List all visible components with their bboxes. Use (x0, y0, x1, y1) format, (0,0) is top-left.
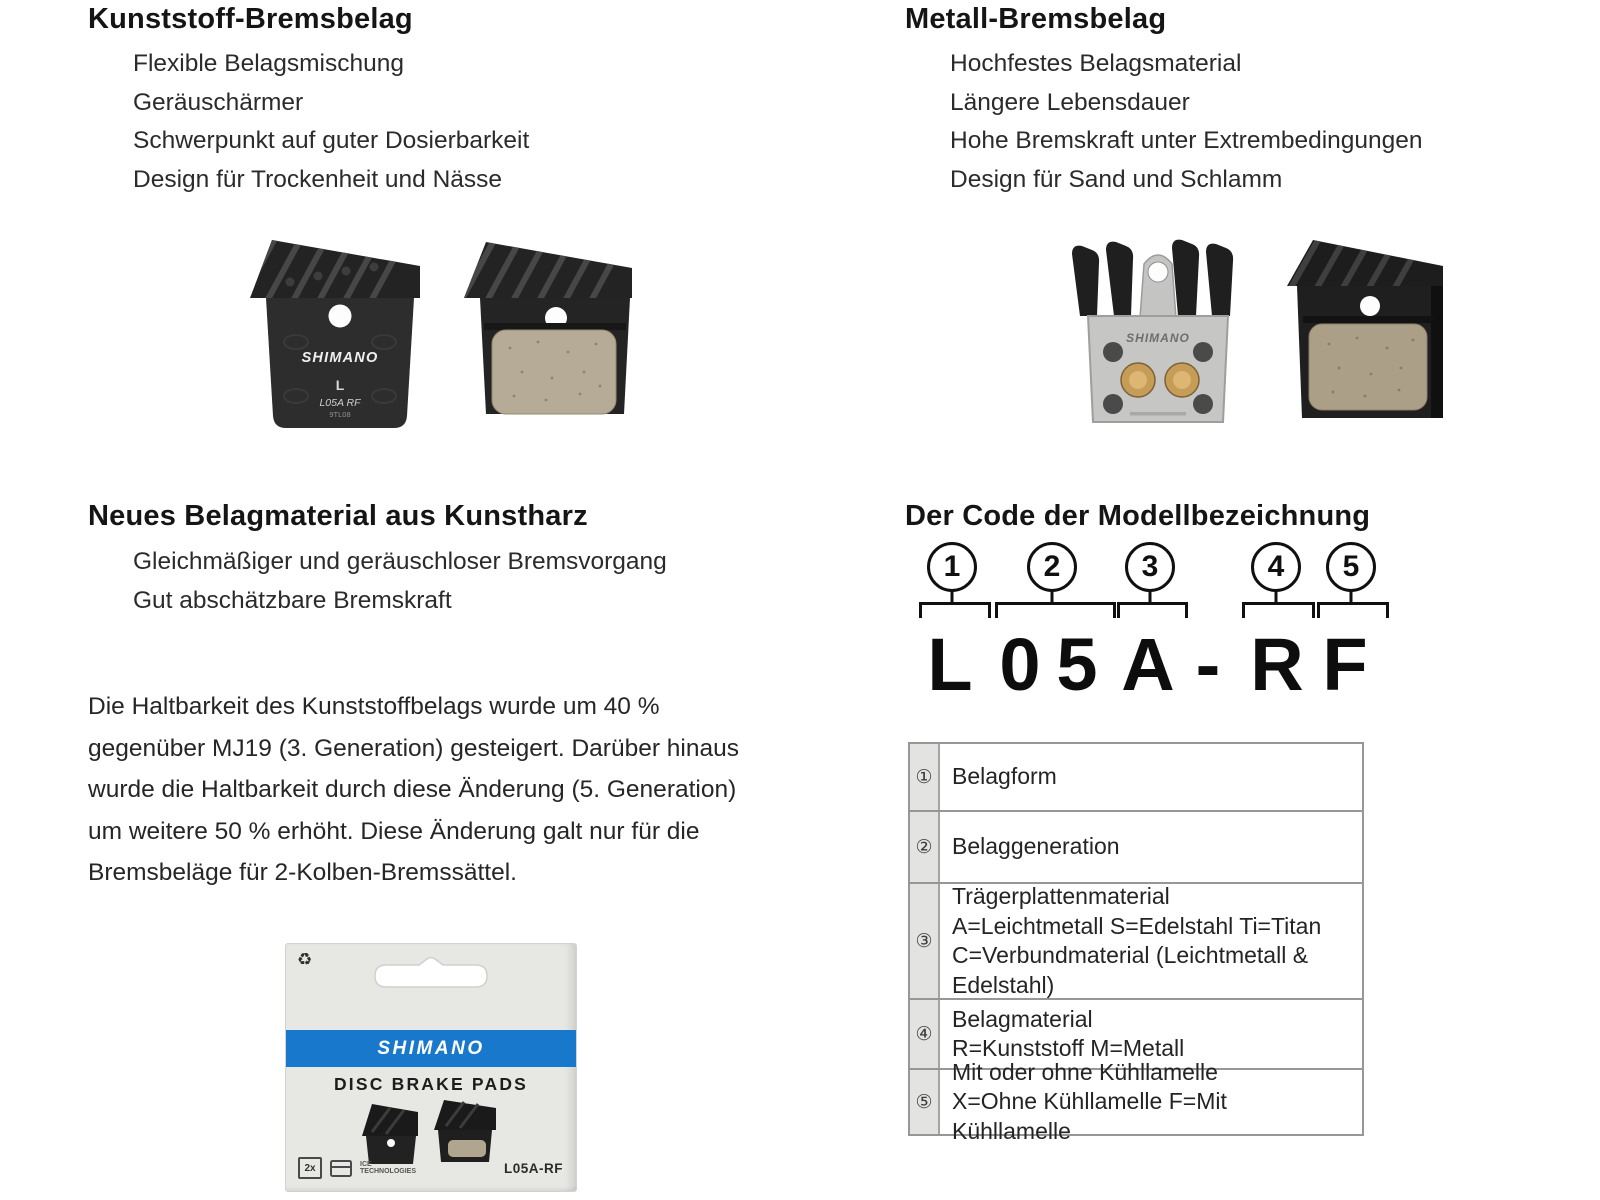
code-section-title: Der Code der Modellbezeichnung (905, 500, 1371, 532)
box-bottom-row (298, 1155, 563, 1181)
span-bracket (1242, 602, 1315, 618)
feature-item: Gut abschätzbare Bremskraft (133, 586, 452, 614)
plate-edge (484, 323, 626, 330)
table-row (910, 882, 1362, 998)
pad-lot-text: 9TL08 (329, 410, 351, 419)
circled-number-2: 2 (1027, 542, 1077, 592)
recycling-icon: ♻ (297, 950, 313, 969)
box-brand-logo: SHIMANO (377, 1037, 485, 1059)
resin-pad-back-image (238, 226, 433, 433)
plate-fine-print (1130, 412, 1186, 416)
feature-item: Längere Lebensdauer (950, 88, 1190, 116)
connector-stem (1275, 589, 1278, 602)
feature-item: Schwerpunkt auf guter Dosierbarkeit (133, 127, 530, 155)
code-legend-table (908, 742, 1364, 1144)
feature-item: Flexible Belagsmischung (133, 50, 404, 77)
mount-hole (1360, 296, 1380, 316)
feature-item: Design für Sand und Schlamm (950, 165, 1283, 193)
span-bracket (1317, 602, 1389, 618)
mount-hole (1148, 262, 1168, 282)
paragraph-line: um weitere 50 % erhöht. Diese Änderung galt nur für die (88, 817, 700, 845)
model-code-diagram (905, 542, 1425, 707)
row-marker: ① (910, 744, 940, 810)
circled-number-3: 3 (1125, 542, 1175, 592)
pad-size-text: L (335, 377, 345, 393)
paragraph-line: Bremsbeläge für 2-Kolben-Bremssättel. (88, 859, 517, 887)
row-content: Mit oder ohne Kühllamelle X=Ohne Kühllamelle F=Mit Kühllamelle (952, 1058, 1227, 1144)
pad-brand-text: SHIMANO (1126, 331, 1190, 345)
metal-feature-list (950, 45, 1423, 199)
row-content: Belagform (952, 763, 1057, 790)
code-character: 0 (999, 623, 1041, 706)
circled-number-1: 1 (927, 542, 977, 592)
feature-item: Gleichmäßiger und geräuschloser Bremsvorgang (133, 548, 667, 575)
plate-edge (1303, 316, 1435, 323)
paragraph-line: Die Haltbarkeit des Kunststoffbelags wurde um 40 % (88, 693, 660, 720)
resin-pad-front-image (448, 226, 643, 433)
friction-pad (1309, 324, 1427, 410)
pad-model-text: L05A RF (319, 397, 361, 409)
code-character: 5 (1056, 623, 1098, 706)
side-tab (1431, 286, 1443, 418)
metal-section-title: Metall-Bremsbelag (905, 3, 1167, 35)
row-marker: ③ (910, 884, 940, 998)
friction-pad (492, 330, 616, 414)
resin-feature-list (133, 543, 667, 620)
circled-number-5: 5 (1326, 542, 1376, 592)
span-bracket (1117, 602, 1188, 618)
ice-technologies-logo: ICE TECHNOLOGIES (360, 1161, 417, 1175)
pad-brand-text: SHIMANO (301, 350, 379, 366)
paragraph-line: gegenüber MJ19 (3. Generation) gesteigert. Darüber hinaus (88, 734, 739, 762)
row-marker: ② (910, 812, 940, 882)
resin-pads-figure (238, 226, 648, 433)
box-product-name: DISC BRAKE PADS (333, 1074, 529, 1094)
plastic-feature-list (133, 45, 529, 199)
connector-stem (1051, 589, 1054, 602)
metal-pad-back-image (1058, 220, 1258, 427)
connector-stem (1350, 589, 1353, 602)
span-bracket (919, 602, 991, 618)
metal-pad-front-image (1273, 220, 1448, 427)
durability-paragraph (88, 686, 739, 894)
feature-item: Hohe Bremskraft unter Extrembedingungen (950, 127, 1423, 155)
table-row (910, 1058, 1362, 1144)
feature-item: Geräuschärmer (133, 88, 304, 116)
mount-hole (329, 305, 352, 328)
product-box-image (285, 943, 577, 1192)
quantity-badge: 2x (298, 1157, 322, 1179)
code-character: - (1195, 623, 1221, 706)
feature-item: Hochfestes Belagsmaterial (950, 50, 1242, 77)
brand-band (286, 1030, 576, 1067)
code-character: A (1121, 623, 1175, 706)
plastic-section-title: Kunststoff-Bremsbelag (88, 3, 413, 35)
box-model-code: L05A-RF (503, 1160, 563, 1176)
row-marker: ⑤ (910, 1070, 940, 1134)
metal-pads-figure (1058, 220, 1418, 427)
code-character: F (1322, 623, 1368, 706)
table-row (910, 744, 1362, 810)
row-marker: ④ (910, 1000, 940, 1068)
span-bracket (995, 602, 1116, 618)
circled-number-4: 4 (1251, 542, 1301, 592)
code-character: R (1250, 623, 1304, 706)
connector-stem (1149, 589, 1152, 602)
feature-item: Design für Trockenheit und Nässe (133, 165, 503, 193)
cooling-fin-area (1287, 240, 1443, 286)
hang-hole (361, 956, 501, 996)
row-content: Belaggeneration (952, 833, 1120, 860)
carton-icon (329, 1159, 353, 1178)
code-character: L (927, 623, 973, 706)
row-content: Trägerplattenmaterial A=Leichtmetall S=Edelstahl Ti=Titan C=Verbundmaterial (Leichtmetall & Edelstahl) (952, 883, 1322, 998)
paragraph-line: wurde die Haltbarkeit durch diese Änderung (5. Generation) (88, 776, 737, 804)
connector-stem (951, 589, 954, 602)
resin-section-title: Neues Belagmaterial aus Kunstharz (88, 500, 588, 532)
row-content: Belagmaterial R=Kunststoff M=Metall (952, 1005, 1185, 1061)
table-row (910, 810, 1362, 882)
